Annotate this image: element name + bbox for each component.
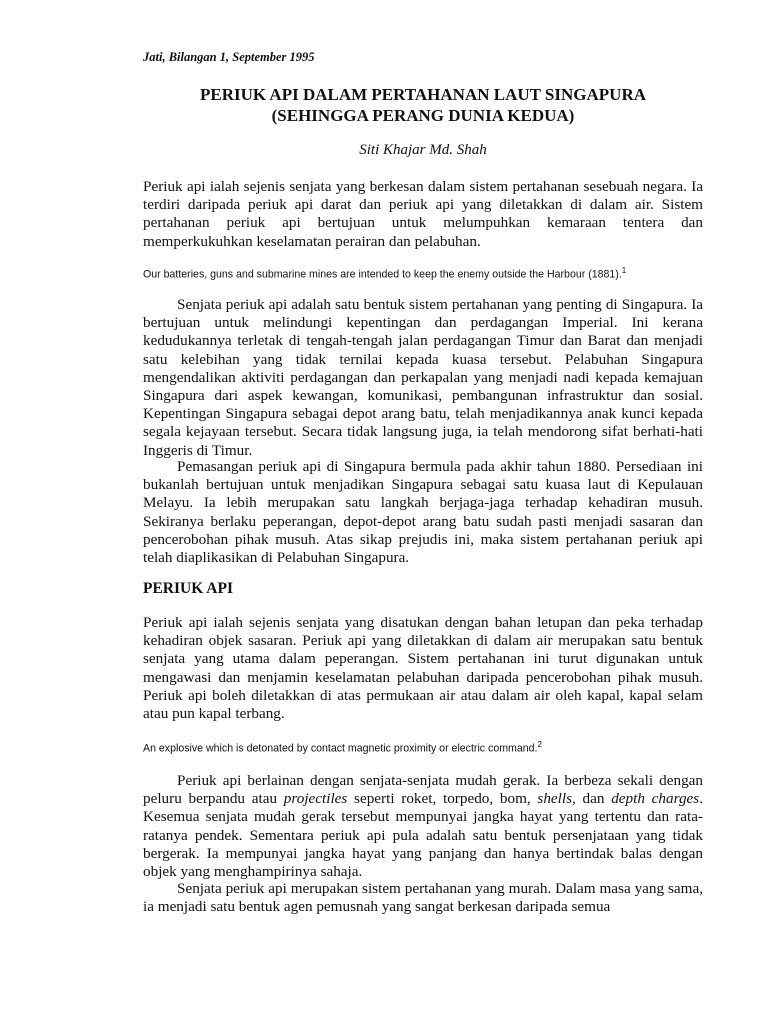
quote-1-text: Our batteries, guns and submarine mines are intended to keep the enemy outside the Harbour (1881). bbox=[143, 268, 622, 281]
para4-text-1: Periuk api berlainan dengan senjata-senjata mudah gerak. Ia berbeza sekali dengan peluru berpandu atau bbox=[143, 772, 703, 808]
quote-1 bbox=[143, 264, 703, 282]
footnote-marker-1: 1 bbox=[621, 266, 627, 275]
para4-italic-2: shells bbox=[537, 790, 573, 808]
title-line-1: PERIUK API DALAM PERTAHANAN LAUT SINGAPURA bbox=[200, 85, 646, 104]
footnote-marker-2: 2 bbox=[537, 740, 542, 749]
para4-text-2: seperti roket, torpedo, bom, bbox=[347, 790, 538, 808]
quote-2 bbox=[143, 738, 703, 756]
section-heading: PERIUK API bbox=[143, 580, 233, 597]
para4-text-3: , dan bbox=[572, 790, 612, 808]
body-paragraph-2: Pemasangan periuk api di Singapura bermula pada akhir tahun 1880. Persediaan ini bukanlah bertujuan untuk menjadikan Singapura sebagai satu kuasa laut di Kepulauan Melayu. Ia lebih merupakan satu langkah berjaga-jaga terhadap kehadiran musuh. Sekiranya berlaku peperangan, depot-depot arang batu sudah pasti menjadi sasaran dan pencerobohan pihak musuh. Atas sikap prejudis ini, maka sistem pertahanan periuk api telah diaplikasikan di Pelabuhan Singapura. bbox=[143, 458, 703, 567]
body-paragraph-3: Periuk api ialah sejenis senjata yang disatukan dengan bahan letupan dan peka terhadap kehadiran objek sasaran. Periuk api yang diletakkan di dalam air merupakan satu bentuk senjata yang utama dalam peperangan. Sistem pertahanan ini turut digunakan untuk mengawasi dan menjamin keselamatan pelabuhan daripada pencerobohan pihak musuh. Periuk api boleh diletakkan di atas permukaan air atau dalam air oleh kapal, kapal selam atau pun kapal terbang. bbox=[143, 614, 703, 723]
article-title bbox=[143, 84, 703, 126]
para4-text-4: . Kesemua senjata mudah gerak tersebut mempunyai jangka hayat yang tertentu dan rata-ratanya pendek. Sementara periuk api pula adalah satu bentuk persenjataan yang tidak bergerak. Ia mempunyai jangka hayat yang panjang dan hanya bertindak balas dengan objek yang menghampirinya sahaja. bbox=[143, 790, 703, 881]
title-line-2: (SEHINGGA PERANG DUNIA KEDUA) bbox=[271, 106, 575, 125]
body-paragraph-1: Senjata periuk api adalah satu bentuk sistem pertahanan yang penting di Singapura. Ia bertujuan untuk melindungi kepentingan dan perdagangan Imperial. Ini kerana kedudukannya terletak di tengah-tengah jalan perdagangan Timur dan Barat dan menjadi satu kelebihan yang tidak ternilai kepada kuasa tersebut. Pelabuhan Singapura mengendalikan aktiviti perdagangan dan perkapalan yang menjadi nadi kepada kemajuan Singapura dari aspek kewangan, komunikasi, pembangunan infrastruktur dan sosial. Kepentingan Singapura sebagai depot arang batu, telah menjadikannya anak kunci kepada segala kejayaan tersebut. Secara tidak langsung juga, ia telah mendorong sifat berhati-hati Inggeris di Timur. bbox=[143, 296, 703, 459]
body-paragraph-4 bbox=[143, 772, 703, 881]
journal-header: Jati, Bilangan 1, September 1995 bbox=[143, 50, 315, 64]
abstract-paragraph: Periuk api ialah sejenis senjata yang berkesan dalam sistem pertahanan sesebuah negara. Ia terdiri daripada periuk api darat dan periuk api yang diletakkan di dalam air. Sistem pertahanan periuk api bertujuan untuk melumpuhkan kemaraan tentera dan memperkukuhkan keselamatan perairan dan pelabuhan. bbox=[143, 178, 703, 250]
body-paragraph-5: Senjata periuk api merupakan sistem pertahanan yang murah. Dalam masa yang sama, ia menjadi satu bentuk agen pemusnah yang sangat berkesan daripada semua bbox=[143, 880, 703, 916]
quote-2-text: An explosive which is detonated by contact magnetic proximity or electric command. bbox=[143, 742, 538, 755]
author-name: Siti Khajar Md. Shah bbox=[359, 142, 487, 158]
para4-italic-3: depth charges bbox=[611, 790, 700, 808]
para4-italic-1: projectiles bbox=[283, 790, 348, 808]
